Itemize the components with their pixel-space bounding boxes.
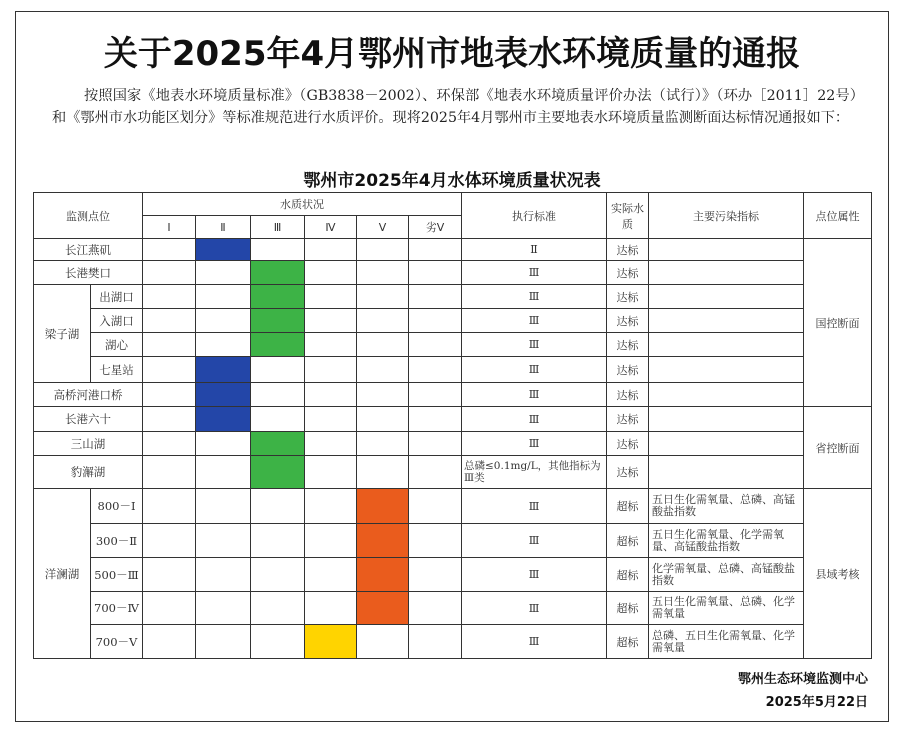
table-row bbox=[34, 592, 872, 625]
class-cell bbox=[143, 524, 196, 558]
table-row bbox=[34, 309, 872, 333]
class-cell bbox=[357, 357, 409, 383]
class-cell bbox=[357, 489, 409, 524]
header-class: Ⅱ bbox=[196, 216, 251, 239]
class-cell bbox=[357, 558, 409, 592]
class-cell bbox=[357, 309, 409, 333]
table-row bbox=[34, 285, 872, 309]
class-cell bbox=[357, 524, 409, 558]
site-name: 七星站 bbox=[91, 357, 143, 383]
pollutant-cell: 总磷、五日生化需氧量、化学需氧量 bbox=[649, 625, 804, 659]
standard-cell: Ⅲ bbox=[462, 309, 607, 333]
class-cell bbox=[305, 357, 357, 383]
class-cell bbox=[305, 524, 357, 558]
class-cell bbox=[357, 592, 409, 625]
class-cell bbox=[251, 357, 305, 383]
class-cell bbox=[305, 261, 357, 285]
standard-cell: Ⅲ bbox=[462, 592, 607, 625]
site-name: 长港六十 bbox=[34, 407, 143, 432]
class-cell bbox=[143, 309, 196, 333]
class-cell bbox=[251, 625, 305, 659]
pollutant-cell bbox=[649, 407, 804, 432]
site-name: 700－Ⅴ bbox=[91, 625, 143, 659]
table-row bbox=[34, 558, 872, 592]
class-cell bbox=[251, 407, 305, 432]
class-cell bbox=[196, 383, 251, 407]
class-cell bbox=[305, 558, 357, 592]
attribute-national: 国控断面 bbox=[804, 239, 872, 407]
class-cell bbox=[143, 239, 196, 261]
class-cell bbox=[305, 432, 357, 456]
class-cell bbox=[409, 357, 462, 383]
site-name: 三山湖 bbox=[34, 432, 143, 456]
page-title: 关于2025年4月鄂州市地表水环境质量的通报 bbox=[103, 34, 801, 74]
site-name: 高桥河港口桥 bbox=[34, 383, 143, 407]
header-attribute: 点位属性 bbox=[804, 193, 872, 239]
pollutant-cell bbox=[649, 333, 804, 357]
class-cell bbox=[196, 261, 251, 285]
class-cell bbox=[251, 309, 305, 333]
header-class: 劣Ⅴ bbox=[409, 216, 462, 239]
class-cell bbox=[196, 432, 251, 456]
pollutant-cell bbox=[649, 239, 804, 261]
class-cell bbox=[251, 558, 305, 592]
class-cell bbox=[251, 383, 305, 407]
class-cell bbox=[305, 285, 357, 309]
class-cell bbox=[357, 285, 409, 309]
class-cell bbox=[409, 239, 462, 261]
class-cell bbox=[357, 239, 409, 261]
class-cell bbox=[305, 309, 357, 333]
class-cell bbox=[305, 456, 357, 489]
pollutant-cell: 五日生化需氧量、总磷、化学需氧量 bbox=[649, 592, 804, 625]
class-cell bbox=[409, 309, 462, 333]
standard-cell: Ⅲ bbox=[462, 383, 607, 407]
standard-cell: Ⅲ bbox=[462, 407, 607, 432]
site-name: 豹澥湖 bbox=[34, 456, 143, 489]
class-cell bbox=[409, 407, 462, 432]
standard-cell: Ⅲ bbox=[462, 489, 607, 524]
pollutant-cell bbox=[649, 309, 804, 333]
header-class: Ⅲ bbox=[251, 216, 305, 239]
pollutant-cell bbox=[649, 456, 804, 489]
class-cell bbox=[409, 558, 462, 592]
class-cell bbox=[196, 357, 251, 383]
group-yanglanhu: 洋澜湖 bbox=[34, 489, 91, 659]
class-cell bbox=[143, 456, 196, 489]
pollutant-cell: 五日生化需氧量、化学需氧量、高锰酸盐指数 bbox=[649, 524, 804, 558]
standard-cell: Ⅲ bbox=[462, 558, 607, 592]
standard-cell: 总磷≤0.1mg/L，其他指标为Ⅲ类 bbox=[462, 456, 607, 489]
header-actual: 实际水质 bbox=[607, 193, 649, 239]
class-cell bbox=[143, 407, 196, 432]
class-cell bbox=[305, 625, 357, 659]
site-name: 出湖口 bbox=[91, 285, 143, 309]
class-cell bbox=[196, 407, 251, 432]
class-cell bbox=[251, 489, 305, 524]
class-cell bbox=[143, 592, 196, 625]
attribute-provincial: 省控断面 bbox=[804, 407, 872, 489]
attribute-county: 县域考核 bbox=[804, 489, 872, 659]
class-cell bbox=[196, 489, 251, 524]
header-class: Ⅳ bbox=[305, 216, 357, 239]
class-cell bbox=[196, 239, 251, 261]
site-name: 800－Ⅰ bbox=[91, 489, 143, 524]
class-cell bbox=[357, 625, 409, 659]
site-name: 300－Ⅱ bbox=[91, 524, 143, 558]
pollutant-cell bbox=[649, 357, 804, 383]
class-cell bbox=[251, 333, 305, 357]
class-cell bbox=[196, 592, 251, 625]
header-class: Ⅰ bbox=[143, 216, 196, 239]
pollutant-cell bbox=[649, 261, 804, 285]
header-pollutant: 主要污染指标 bbox=[649, 193, 804, 239]
class-cell bbox=[143, 558, 196, 592]
class-cell bbox=[409, 456, 462, 489]
header-quality: 水质状况 bbox=[143, 193, 462, 216]
standard-cell: Ⅲ bbox=[462, 524, 607, 558]
class-cell bbox=[357, 261, 409, 285]
class-cell bbox=[143, 333, 196, 357]
class-cell bbox=[196, 625, 251, 659]
class-cell bbox=[196, 524, 251, 558]
class-cell bbox=[305, 239, 357, 261]
standard-cell: Ⅲ bbox=[462, 261, 607, 285]
class-cell bbox=[143, 357, 196, 383]
pollutant-cell: 五日生化需氧量、总磷、高锰酸盐指数 bbox=[649, 489, 804, 524]
class-cell bbox=[251, 239, 305, 261]
actual-cell: 达标 bbox=[607, 432, 649, 456]
class-cell bbox=[409, 489, 462, 524]
standard-cell: Ⅲ bbox=[462, 625, 607, 659]
table-row bbox=[34, 261, 872, 285]
actual-cell: 达标 bbox=[607, 309, 649, 333]
class-cell bbox=[143, 383, 196, 407]
intro-paragraph bbox=[52, 85, 864, 129]
table-row bbox=[34, 407, 872, 432]
class-cell bbox=[251, 261, 305, 285]
header-class: Ⅴ bbox=[357, 216, 409, 239]
class-cell bbox=[305, 333, 357, 357]
issuing-org: 鄂州生态环境监测中心 bbox=[737, 672, 868, 687]
table-row bbox=[34, 239, 872, 261]
class-cell bbox=[143, 432, 196, 456]
class-cell bbox=[143, 625, 196, 659]
table-row bbox=[34, 524, 872, 558]
standard-cell: Ⅲ bbox=[462, 285, 607, 309]
pollutant-cell bbox=[649, 285, 804, 309]
actual-cell: 达标 bbox=[607, 333, 649, 357]
header-site: 监测点位 bbox=[34, 193, 143, 239]
water-quality-table bbox=[33, 192, 872, 659]
class-cell bbox=[251, 432, 305, 456]
class-cell bbox=[305, 592, 357, 625]
class-cell bbox=[357, 333, 409, 357]
class-cell bbox=[357, 456, 409, 489]
actual-cell: 达标 bbox=[607, 383, 649, 407]
actual-cell: 超标 bbox=[607, 524, 649, 558]
pollutant-cell bbox=[649, 383, 804, 407]
actual-cell: 达标 bbox=[607, 285, 649, 309]
class-cell bbox=[305, 383, 357, 407]
class-cell bbox=[357, 383, 409, 407]
class-cell bbox=[409, 261, 462, 285]
class-cell bbox=[196, 456, 251, 489]
class-cell bbox=[251, 456, 305, 489]
table-row bbox=[34, 432, 872, 456]
actual-cell: 达标 bbox=[607, 357, 649, 383]
standard-cell: Ⅲ bbox=[462, 333, 607, 357]
table-row bbox=[34, 625, 872, 659]
class-cell bbox=[143, 261, 196, 285]
group-liangzihu: 梁子湖 bbox=[34, 285, 91, 383]
class-cell bbox=[251, 592, 305, 625]
class-cell bbox=[357, 407, 409, 432]
class-cell bbox=[409, 432, 462, 456]
site-name: 500－Ⅲ bbox=[91, 558, 143, 592]
class-cell bbox=[409, 285, 462, 309]
table-row bbox=[34, 456, 872, 489]
header-standard: 执行标准 bbox=[462, 193, 607, 239]
standard-cell: Ⅱ bbox=[462, 239, 607, 261]
site-name: 入湖口 bbox=[91, 309, 143, 333]
class-cell bbox=[305, 489, 357, 524]
site-name: 700－Ⅳ bbox=[91, 592, 143, 625]
table-title: 鄂州市2025年4月水体环境质量状况表 bbox=[303, 171, 601, 191]
actual-cell: 达标 bbox=[607, 239, 649, 261]
site-name: 长江燕矶 bbox=[34, 239, 143, 261]
actual-cell: 达标 bbox=[607, 261, 649, 285]
class-cell bbox=[143, 285, 196, 309]
actual-cell: 超标 bbox=[607, 625, 649, 659]
actual-cell: 达标 bbox=[607, 456, 649, 489]
class-cell bbox=[196, 309, 251, 333]
standard-cell: Ⅲ bbox=[462, 357, 607, 383]
class-cell bbox=[357, 432, 409, 456]
class-cell bbox=[409, 524, 462, 558]
class-cell bbox=[409, 592, 462, 625]
class-cell bbox=[409, 383, 462, 407]
intro-text: 按照国家《地表水环境质量标准》（GB3838－2002）、环保部《地表水环境质量评价办法（试行）》（环办［2011］22号）和《鄂州市水功能区划分》等标准规范进行水质评价。现将2025年4月鄂州市主要地表水环境质量监测断面达标情况通报如下： bbox=[52, 88, 864, 126]
class-cell bbox=[251, 285, 305, 309]
class-cell bbox=[409, 333, 462, 357]
standard-cell: Ⅲ bbox=[462, 432, 607, 456]
class-cell bbox=[196, 285, 251, 309]
table-row bbox=[34, 383, 872, 407]
class-cell bbox=[305, 407, 357, 432]
class-cell bbox=[196, 333, 251, 357]
table-row bbox=[34, 489, 872, 524]
pollutant-cell bbox=[649, 432, 804, 456]
actual-cell: 超标 bbox=[607, 592, 649, 625]
actual-cell: 超标 bbox=[607, 489, 649, 524]
class-cell bbox=[251, 524, 305, 558]
class-cell bbox=[196, 558, 251, 592]
site-name: 湖心 bbox=[91, 333, 143, 357]
actual-cell: 超标 bbox=[607, 558, 649, 592]
table-row bbox=[34, 333, 872, 357]
actual-cell: 达标 bbox=[607, 407, 649, 432]
class-cell bbox=[409, 625, 462, 659]
site-name: 长港樊口 bbox=[34, 261, 143, 285]
pollutant-cell: 化学需氧量、总磷、高锰酸盐指数 bbox=[649, 558, 804, 592]
table-row bbox=[34, 357, 872, 383]
issue-date: 2025年5月22日 bbox=[765, 695, 868, 710]
class-cell bbox=[143, 489, 196, 524]
